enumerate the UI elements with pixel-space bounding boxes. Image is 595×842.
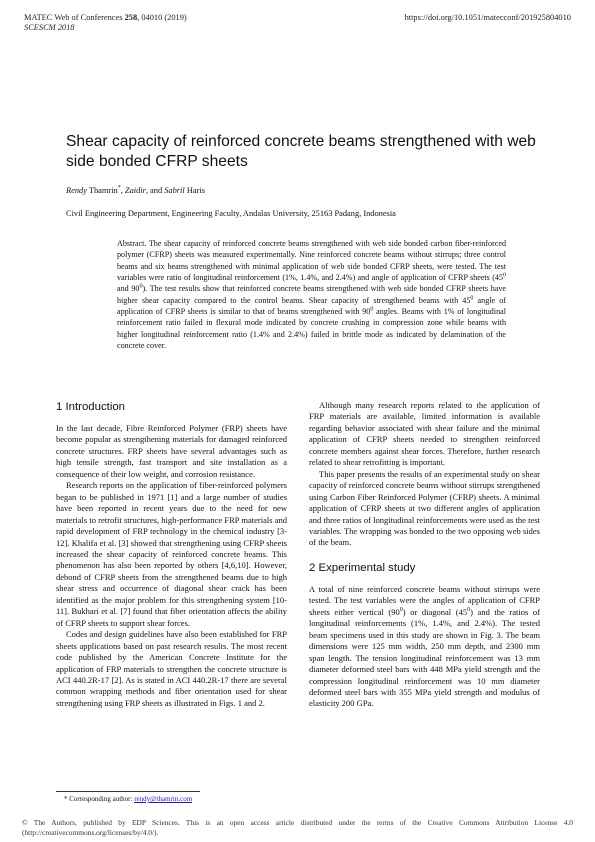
section-heading-experimental-study: 2 Experimental study	[309, 561, 416, 574]
journal-name: MATEC Web of Conferences	[24, 13, 123, 22]
article-number: , 04010 (2019)	[137, 13, 187, 22]
abstract-text: ). The test results show that reinforced concrete beams strengthened with web side bonded CFRP sheets have higher shear capacity compared to the control beams. Shear capacity of strengthened beams with 45	[117, 284, 506, 305]
corresponding-email-link[interactable]: rendy@thamrin.com	[134, 795, 193, 803]
author-3-family: Haris	[184, 186, 205, 195]
footnote-label: * Corresponding author:	[64, 795, 135, 803]
author-2: Zaidir	[124, 186, 146, 195]
abstract	[117, 238, 506, 351]
conference-name: SCESCM 2018	[24, 23, 75, 32]
journal-volume: 258	[124, 13, 138, 22]
footnote-rule	[56, 791, 200, 792]
author-1-given: Rendy	[66, 186, 87, 195]
paragraph-text: A total of nine reinforced concrete beams without stirrups were tested. The test variables were the angles of application of CFRP sheets either vertical (90	[309, 583, 540, 617]
license-notice: © The Authors, published by EDP Sciences. This is an open access article distributed under the terms of the Creative Commons Attribution License 4.0 (http://creativecommons.org/licenses/by/4.0/).	[22, 818, 573, 837]
right-column	[309, 400, 540, 710]
degree-mark: 0	[139, 283, 143, 290]
paragraph: Although many research reports related to the application of FRP materials are available, limited information is available regarding behavior associated with shear failure and the minimal application of CFRP sheets needed to strengthen reinforced concrete members against shear forces. Therefore, further research related to shear retrofitting is important.	[309, 400, 540, 468]
author-3-given: Sabril	[164, 186, 185, 195]
journal-citation	[24, 13, 187, 23]
degree-mark: 0	[467, 606, 471, 613]
running-header-left	[24, 13, 187, 33]
abstract-text: and 90	[117, 284, 140, 294]
paragraph: In the last decade, Fibre Reinforced Polymer (FRP) sheets have become popular as strengthening materials for damaged reinforced concrete structures. FRP sheets have several advantages such as high tensile strength, fast transport and site installation as a consequence of their low weight, and corrosion resistance.	[56, 423, 287, 479]
paragraph-text: ) or diagonal (45	[402, 606, 468, 617]
paragraph-text: ) and the ratios of longitudinal reinforcements (1%, 1.4%, and 2.4%). The tested beam specimens used in this study are shown in Fig. 3. The beam dimensions were 125 mm width, 250 mm depth, and 2300 mm span length. The tension longitudinal reinforcement was 13 mm diameter deformed steel bars with 448 MPa yield strength and the compression longitudinal reinforcement was 10 mm diameter deformed steel bars with 355 MPa yield strength and modulus of elasticity 200 GPa.	[309, 606, 540, 709]
author-list	[66, 186, 205, 195]
author-separator: , and	[145, 186, 165, 195]
left-column	[56, 400, 287, 709]
paragraph: Research reports on the application of fiber-reinforced polymers began to be published in 1971 [1] and a large number of studies have been reported in recent years due to the need for new materials to retrofit structures, high-performance FRP materials and rapid development of FRP technology in the chemical industry [3-12]. Khalifa et al. [3] showed that strengthening using CFRP sheets increased the shear capacity of reinforced concrete beams. This phenomenon has also been reported by others [4,6,10]. However, debond of CFRP sheets from the strengthened beams due to high shear stress and occurrence of diagonal shear crack has been identified as the major problem for this strengthening system [10-11]. Bukhari et al. [7] found that fiber orientation affects the ability of CFRP sheets to support shear forces.	[56, 480, 287, 628]
paragraph: This paper presents the results of an experimental study on shear capacity of reinforced concrete beams without stirrups strengthened using Carbon Fiber Reinforced Polymer (CFRP) sheets. A minimal application of CFRP sheets at two different angles of application and three ratios of longitudinal reinforcements were used as the test variables. The wrapping was bonded to the two opposing web sides of the beam.	[309, 468, 540, 548]
affiliation: Civil Engineering Department, Engineering Faculty, Andalas University, 25163 Padang, Indonesia	[66, 209, 396, 218]
paragraph	[309, 584, 540, 710]
author-1-family: Thamrin	[86, 186, 118, 195]
paper-title: Shear capacity of reinforced concrete beams strengthened with web side bonded CFRP sheets	[66, 133, 536, 170]
paragraph: Codes and design guidelines have also been established for FRP sheets applications based on past research results. The most recent code published by the American Concrete Institute for the application of FRP materials to strengthen the concrete structure is ACI 440.2R-17 [2]. As is stated in ACI 440.2R-17 there are several common wrapping methods and fiber orientation used for shear strengthening using FRP sheets as illustrated in Figs. 1 and 2.	[56, 629, 287, 708]
degree-mark: 0	[503, 272, 506, 279]
degree-mark: 0	[399, 606, 403, 613]
author-separator: ,	[120, 186, 125, 195]
section-heading-introduction: 1 Introduction	[56, 401, 126, 413]
abstract-text: Abstract. The shear capacity of reinforced concrete beams strengthened with web side bonded carbon fiber-reinforced polymer (CFRP) sheets was measured experimentally. Nine reinforced concrete beams without stirrups; three control beams and six beams strengthened with minimal application of web side bonded CFRP sheets, were tested. The test variables were ratio of longitudinal reinforcement (1%, 1.4%, and 2.4%) and angle of application of CFRP sheets (45	[117, 239, 506, 283]
degree-mark: 0	[470, 295, 474, 302]
footnote	[64, 795, 192, 803]
abstract-text: angle of application of CFRP sheets is similar to that of beams strengthened with 90	[117, 295, 506, 317]
abstract-text: angles. Beams with 1% of longitudinal reinforcement ratio failed in flexural mode indicated by concrete crushing in compression zone while beams with higher longitudinal reinforcement ratio (1.4% and 2.4%) failed in brittle mode as indicated by delamination of the concrete cover.	[117, 307, 506, 351]
doi-link[interactable]: https://doi.org/10.1051/matecconf/201925804010	[404, 13, 571, 22]
corresponding-mark: *	[117, 185, 121, 192]
degree-mark: 0	[370, 306, 374, 313]
